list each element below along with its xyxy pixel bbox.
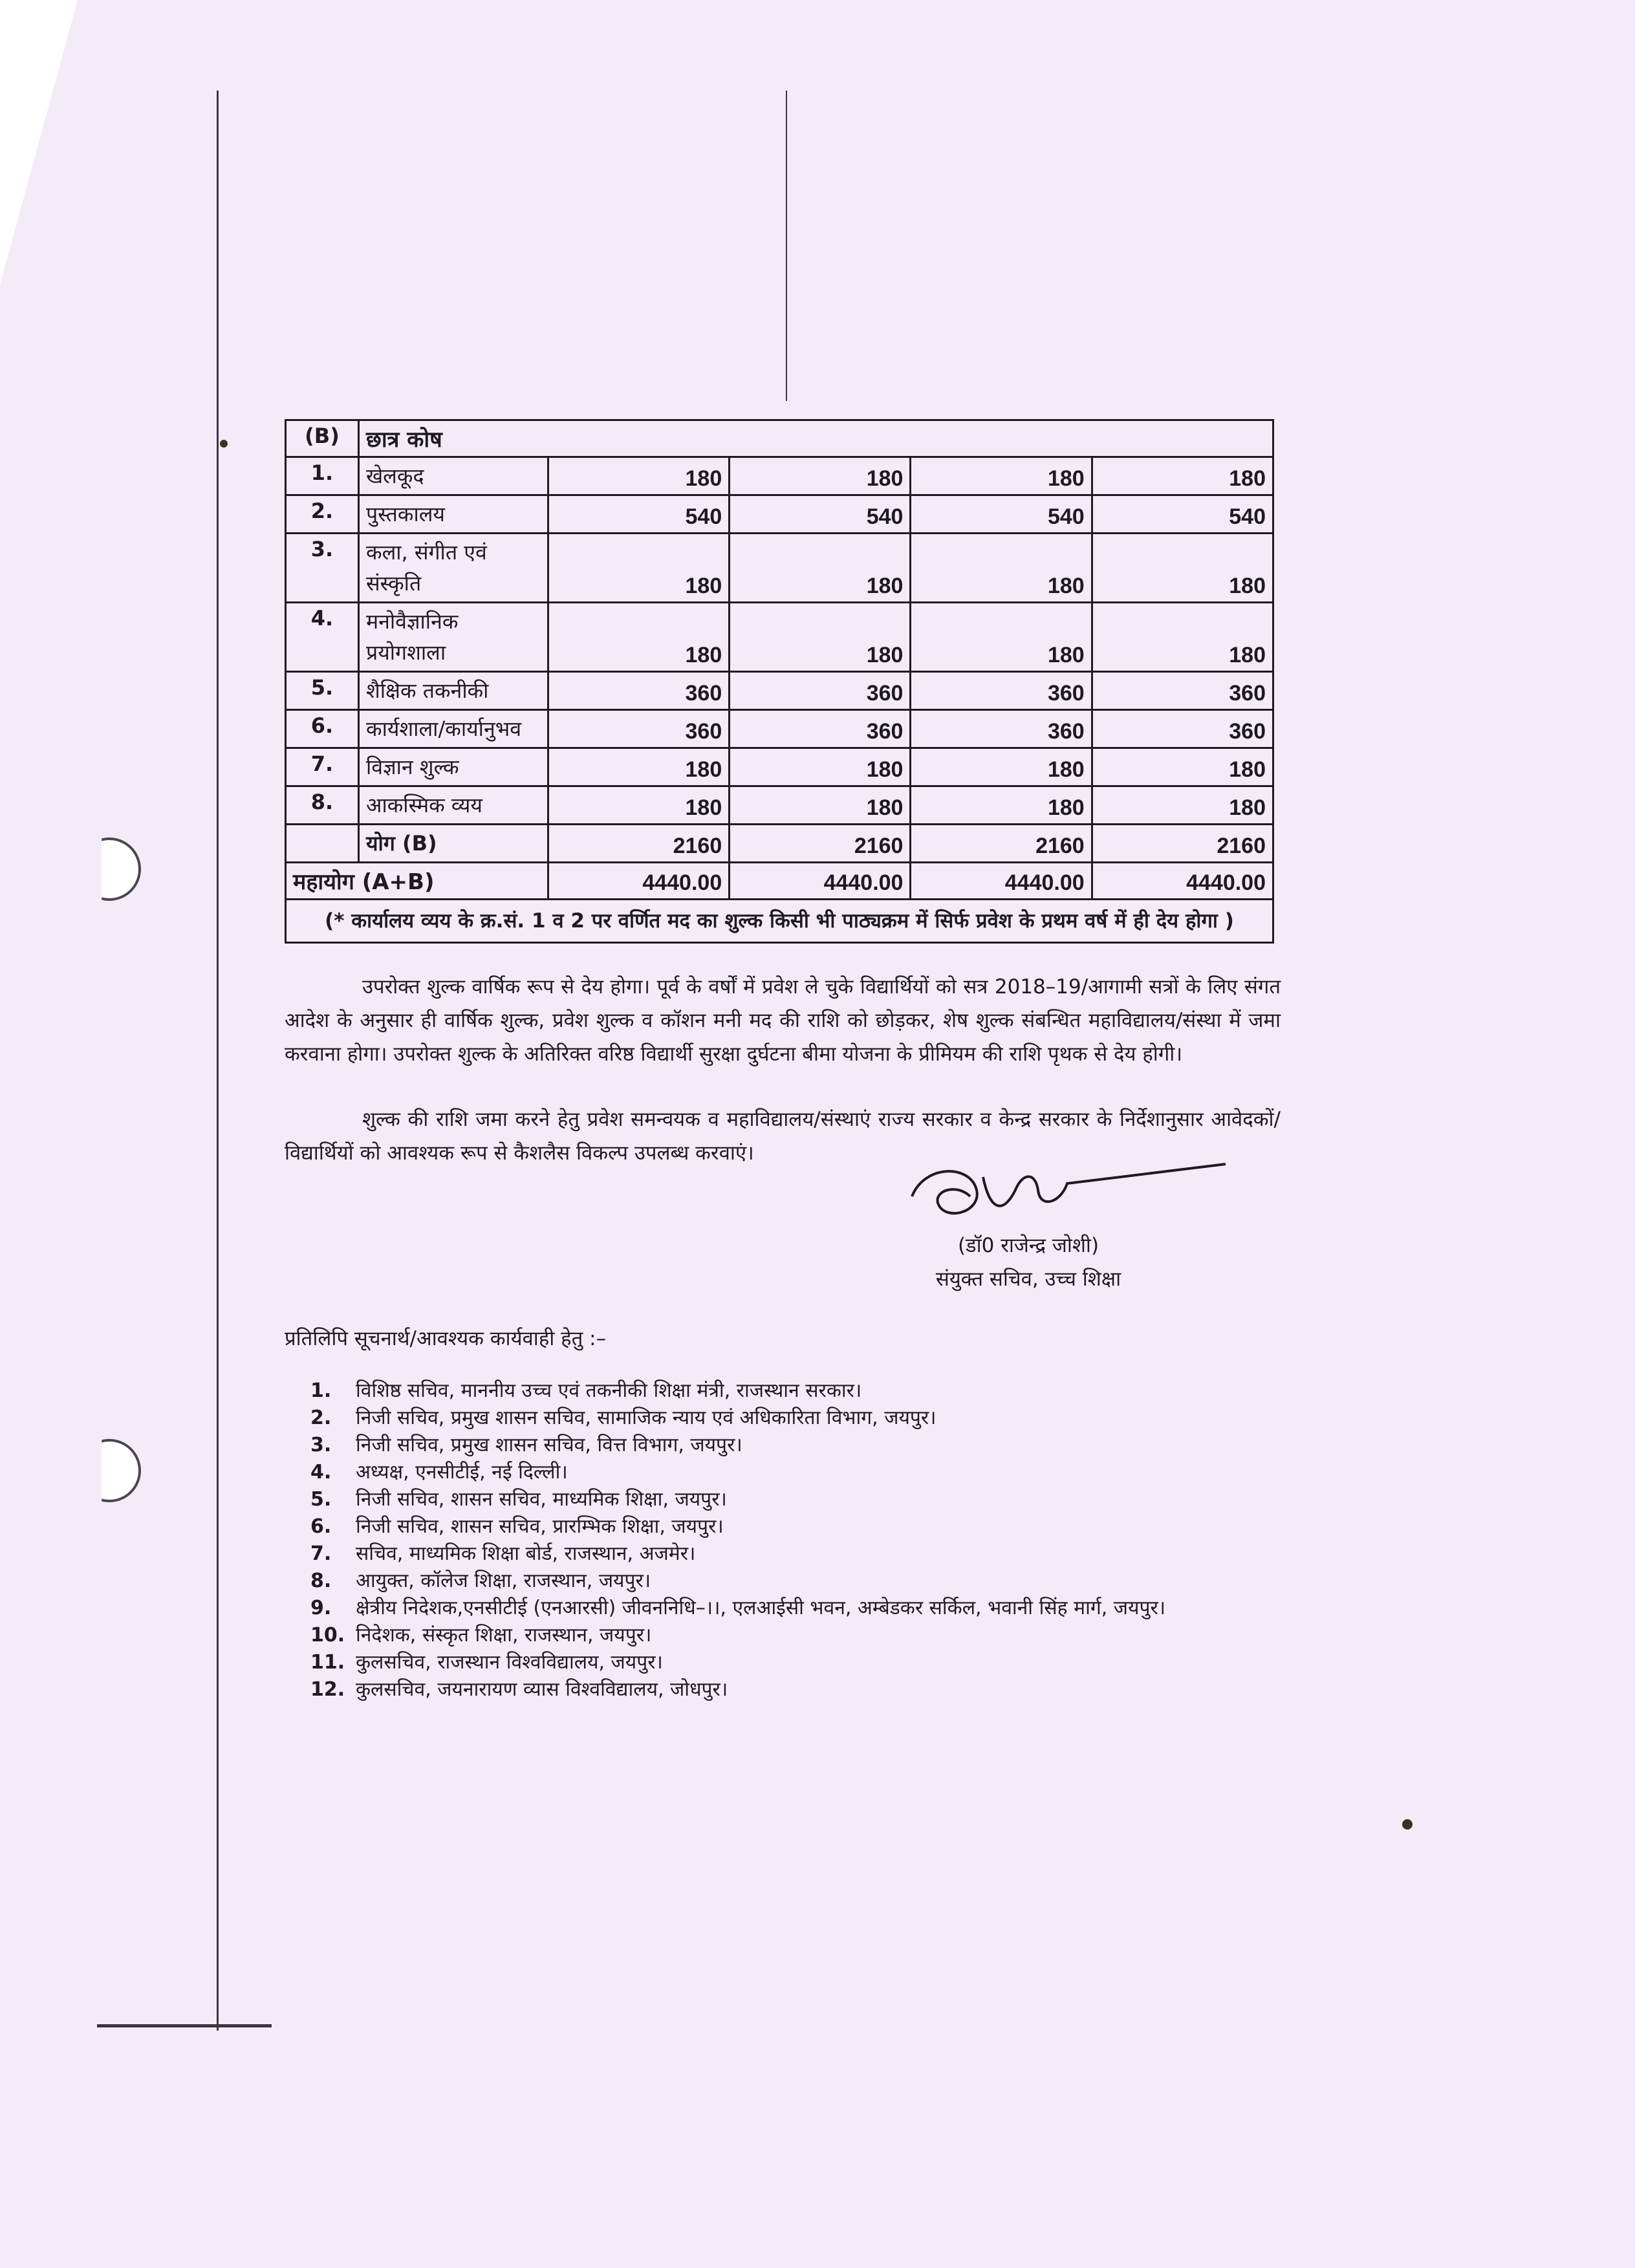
- table-row: [286, 534, 1273, 603]
- table-section-header: [286, 420, 1273, 457]
- row-serial: 8.: [286, 786, 359, 825]
- list-item-number: 12.: [310, 1678, 345, 1701]
- row-value: 180: [730, 457, 911, 495]
- row-value: 360: [911, 710, 1092, 748]
- row-value: 180: [730, 748, 911, 786]
- row-label: कार्यशाला/कार्यानुभव: [359, 710, 548, 748]
- list-item-number: 3.: [310, 1434, 332, 1456]
- list-item-number: 6.: [310, 1515, 332, 1538]
- row-value: 360: [911, 672, 1092, 710]
- row-value: 180: [548, 603, 730, 672]
- left-margin-line: [217, 91, 219, 2031]
- list-item-number: 5.: [310, 1488, 332, 1511]
- list-item-number: 8.: [310, 1570, 332, 1592]
- total-value: 2160: [548, 825, 730, 863]
- table-note: (* कार्यालय व्यय के क्र.सं. 1 व 2 पर वर्णित मद का शुल्क किसी भी पाठ्यक्रम में सिर्फ प्रवेश के प्रथम वर्ष में ही देय होगा ): [286, 900, 1273, 943]
- list-item-text: कुलसचिव, राजस्थान विश्वविद्यालय, जयपुर।: [356, 1651, 663, 1674]
- row-value: 360: [1092, 672, 1273, 710]
- ink-dot: [1402, 1819, 1413, 1830]
- row-value: 180: [548, 786, 730, 825]
- ink-dot: [220, 440, 228, 448]
- row-value: 180: [1092, 748, 1273, 786]
- list-item-number: 11.: [310, 1651, 345, 1674]
- table-row: [286, 786, 1273, 825]
- row-value: 540: [730, 495, 911, 534]
- table-total-row: [286, 825, 1273, 863]
- list-item: [310, 1595, 1287, 1622]
- row-value: 180: [1092, 457, 1273, 495]
- table-row: [286, 457, 1273, 495]
- row-value: 180: [1092, 603, 1273, 672]
- list-item-text: निजी सचिव, प्रमुख शासन सचिव, वित्त विभाग, जयपुर।: [356, 1434, 742, 1456]
- grand-total-value: 4440.00: [730, 863, 911, 900]
- list-item-text: निजी सचिव, शासन सचिव, माध्यमिक शिक्षा, जयपुर।: [356, 1488, 727, 1511]
- paragraph-fee-payable: उपरोक्त शुल्क वार्षिक रूप से देय होगा। पूर्व के वर्षों में प्रवेश ले चुके विद्यार्थियों को सत्र 2018–19/आगामी सत्रों के लिए संगत आदेश के अनुसार ही वार्षिक शुल्क, प्रवेश शुल्क व कॉशन मनी मद की राशि को छोड़कर, शेष शुल्क संबन्धित महाविद्यालय/संस्था में जमा करवाना होगा। उपरोक्त शुल्क के अतिरिक्त वरिष्ठ विद्यार्थी सुरक्षा दुर्घटना बीमा योजना के प्रीमियम की राशि पृथक से देय होगी।: [285, 975, 1281, 1066]
- total-value: 2160: [730, 825, 911, 863]
- table-note-row: [286, 900, 1273, 943]
- signatory-name: (डॉ0 राजेन्द्र जोशी): [957, 1234, 1099, 1257]
- row-serial: 4.: [286, 603, 359, 672]
- total-value: 2160: [1092, 825, 1273, 863]
- row-value: 180: [548, 748, 730, 786]
- row-serial: 1.: [286, 457, 359, 495]
- copy-list: [310, 1377, 1287, 1703]
- grand-total-value: 4440.00: [1092, 863, 1273, 900]
- row-value: 180: [730, 786, 911, 825]
- table-row: [286, 603, 1273, 672]
- total-label: योग (B): [359, 825, 548, 863]
- list-item: [310, 1405, 1287, 1432]
- row-serial: 6.: [286, 710, 359, 748]
- row-serial: 2.: [286, 495, 359, 534]
- row-value: 180: [911, 603, 1092, 672]
- row-label: मनोवैज्ञानिक प्रयोगशाला: [359, 603, 548, 672]
- section-code: (B): [286, 420, 359, 457]
- row-value: 360: [548, 710, 730, 748]
- list-item-number: 7.: [310, 1542, 332, 1565]
- list-item: [310, 1377, 1287, 1405]
- list-item: [310, 1432, 1287, 1459]
- list-item: [310, 1459, 1287, 1486]
- row-value: 360: [1092, 710, 1273, 748]
- row-label: विज्ञान शुल्क: [359, 748, 548, 786]
- punch-hole-top: [78, 837, 141, 901]
- list-item: [310, 1676, 1287, 1703]
- copy-heading: प्रतिलिपि सूचनार्थ/आवश्यक कार्यवाही हेतु :–: [285, 1327, 607, 1350]
- list-item-text: सचिव, माध्यमिक शिक्षा बोर्ड, राजस्थान, अजमेर।: [356, 1542, 696, 1565]
- row-value: 360: [730, 710, 911, 748]
- row-value: 180: [548, 457, 730, 495]
- row-value: 180: [548, 534, 730, 603]
- grand-total-label: महायोग (A+B): [286, 863, 548, 900]
- list-item: [310, 1622, 1287, 1649]
- list-item-number: 9.: [310, 1597, 332, 1619]
- list-item-text: निजी सचिव, प्रमुख शासन सचिव, सामाजिक न्याय एवं अधिकारिता विभाग, जयपुर।: [356, 1407, 937, 1429]
- list-item-text: निजी सचिव, शासन सचिव, प्रारम्भिक शिक्षा, जयपुर।: [356, 1515, 724, 1538]
- table-row: [286, 710, 1273, 748]
- row-value: 180: [911, 534, 1092, 603]
- row-serial: 3.: [286, 534, 359, 603]
- row-value: 180: [1092, 786, 1273, 825]
- punch-hole-bottom: [78, 1439, 141, 1502]
- folded-corner: [0, 0, 78, 285]
- table-row: [286, 495, 1273, 534]
- row-value: 180: [911, 457, 1092, 495]
- row-label: आकस्मिक व्यय: [359, 786, 548, 825]
- table-row: [286, 672, 1273, 710]
- section-title: छात्र कोष: [359, 420, 1273, 457]
- row-value: 360: [730, 672, 911, 710]
- row-serial: 5.: [286, 672, 359, 710]
- list-item: [310, 1649, 1287, 1676]
- fee-table: [285, 419, 1274, 944]
- list-item-number: 2.: [310, 1407, 332, 1429]
- row-label: खेलकूद: [359, 457, 548, 495]
- list-item: [310, 1486, 1287, 1513]
- row-value: 180: [911, 786, 1092, 825]
- total-serial-empty: [286, 825, 359, 863]
- list-item-number: 1.: [310, 1379, 332, 1402]
- row-value: 540: [1092, 495, 1273, 534]
- list-item-text: क्षेत्रीय निदेशक,एनसीटीई (एनआरसी) जीवननिधि–।।, एलआईसी भवन, अम्बेडकर सर्किल, भवानी सिंह मार्ग, जयपुर।: [356, 1597, 1166, 1619]
- total-value: 2160: [911, 825, 1092, 863]
- list-item-text: कुलसचिव, जयनारायण व्यास विश्वविद्यालय, जोधपुर।: [356, 1678, 728, 1701]
- grand-total-value: 4440.00: [548, 863, 730, 900]
- row-label: पुस्तकालय: [359, 495, 548, 534]
- row-value: 180: [730, 534, 911, 603]
- row-value: 540: [548, 495, 730, 534]
- row-label: शैक्षिक तकनीकी: [359, 672, 548, 710]
- center-fold-line: [786, 91, 787, 401]
- table-grand-total-row: [286, 863, 1273, 900]
- list-item: [310, 1568, 1287, 1595]
- list-item-text: अध्यक्ष, एनसीटीई, नई दिल्ली।: [356, 1461, 568, 1484]
- row-label: कला, संगीत एवं संस्कृति: [359, 534, 548, 603]
- bottom-margin-mark: [97, 2024, 272, 2027]
- list-item-number: 4.: [310, 1461, 332, 1484]
- list-item-text: आयुक्त, कॉलेज शिक्षा, राजस्थान, जयपुर।: [356, 1570, 651, 1592]
- list-item-text: विशिष्ठ सचिव, माननीय उच्च एवं तकनीकी शिक्षा मंत्री, राजस्थान सरकार।: [356, 1379, 862, 1402]
- signature-block: [893, 1229, 1164, 1296]
- list-item-number: 10.: [310, 1624, 345, 1647]
- list-item-text: निदेशक, संस्कृत शिक्षा, राजस्थान, जयपुर।: [356, 1624, 652, 1647]
- row-value: 360: [548, 672, 730, 710]
- row-value: 180: [911, 748, 1092, 786]
- row-serial: 7.: [286, 748, 359, 786]
- list-item: [310, 1540, 1287, 1568]
- paragraph-cashless: शुल्क की राशि जमा करने हेतु प्रवेश समन्वयक व महाविद्यालय/संस्थाएं राज्य सरकार व केन्द्र सरकार के निर्देशानुसार आवेदकों/विद्यार्थियों को आवश्यक रूप से कैशलैस विकल्प उपलब्ध करवाएं।: [285, 1108, 1281, 1165]
- row-value: 540: [911, 495, 1092, 534]
- list-item: [310, 1513, 1287, 1540]
- row-value: 180: [730, 603, 911, 672]
- grand-total-value: 4440.00: [911, 863, 1092, 900]
- signature-icon: [899, 1151, 1235, 1242]
- signatory-designation: संयुक्त सचिव, उच्च शिक्षा: [935, 1268, 1121, 1291]
- table-row: [286, 748, 1273, 786]
- row-value: 180: [1092, 534, 1273, 603]
